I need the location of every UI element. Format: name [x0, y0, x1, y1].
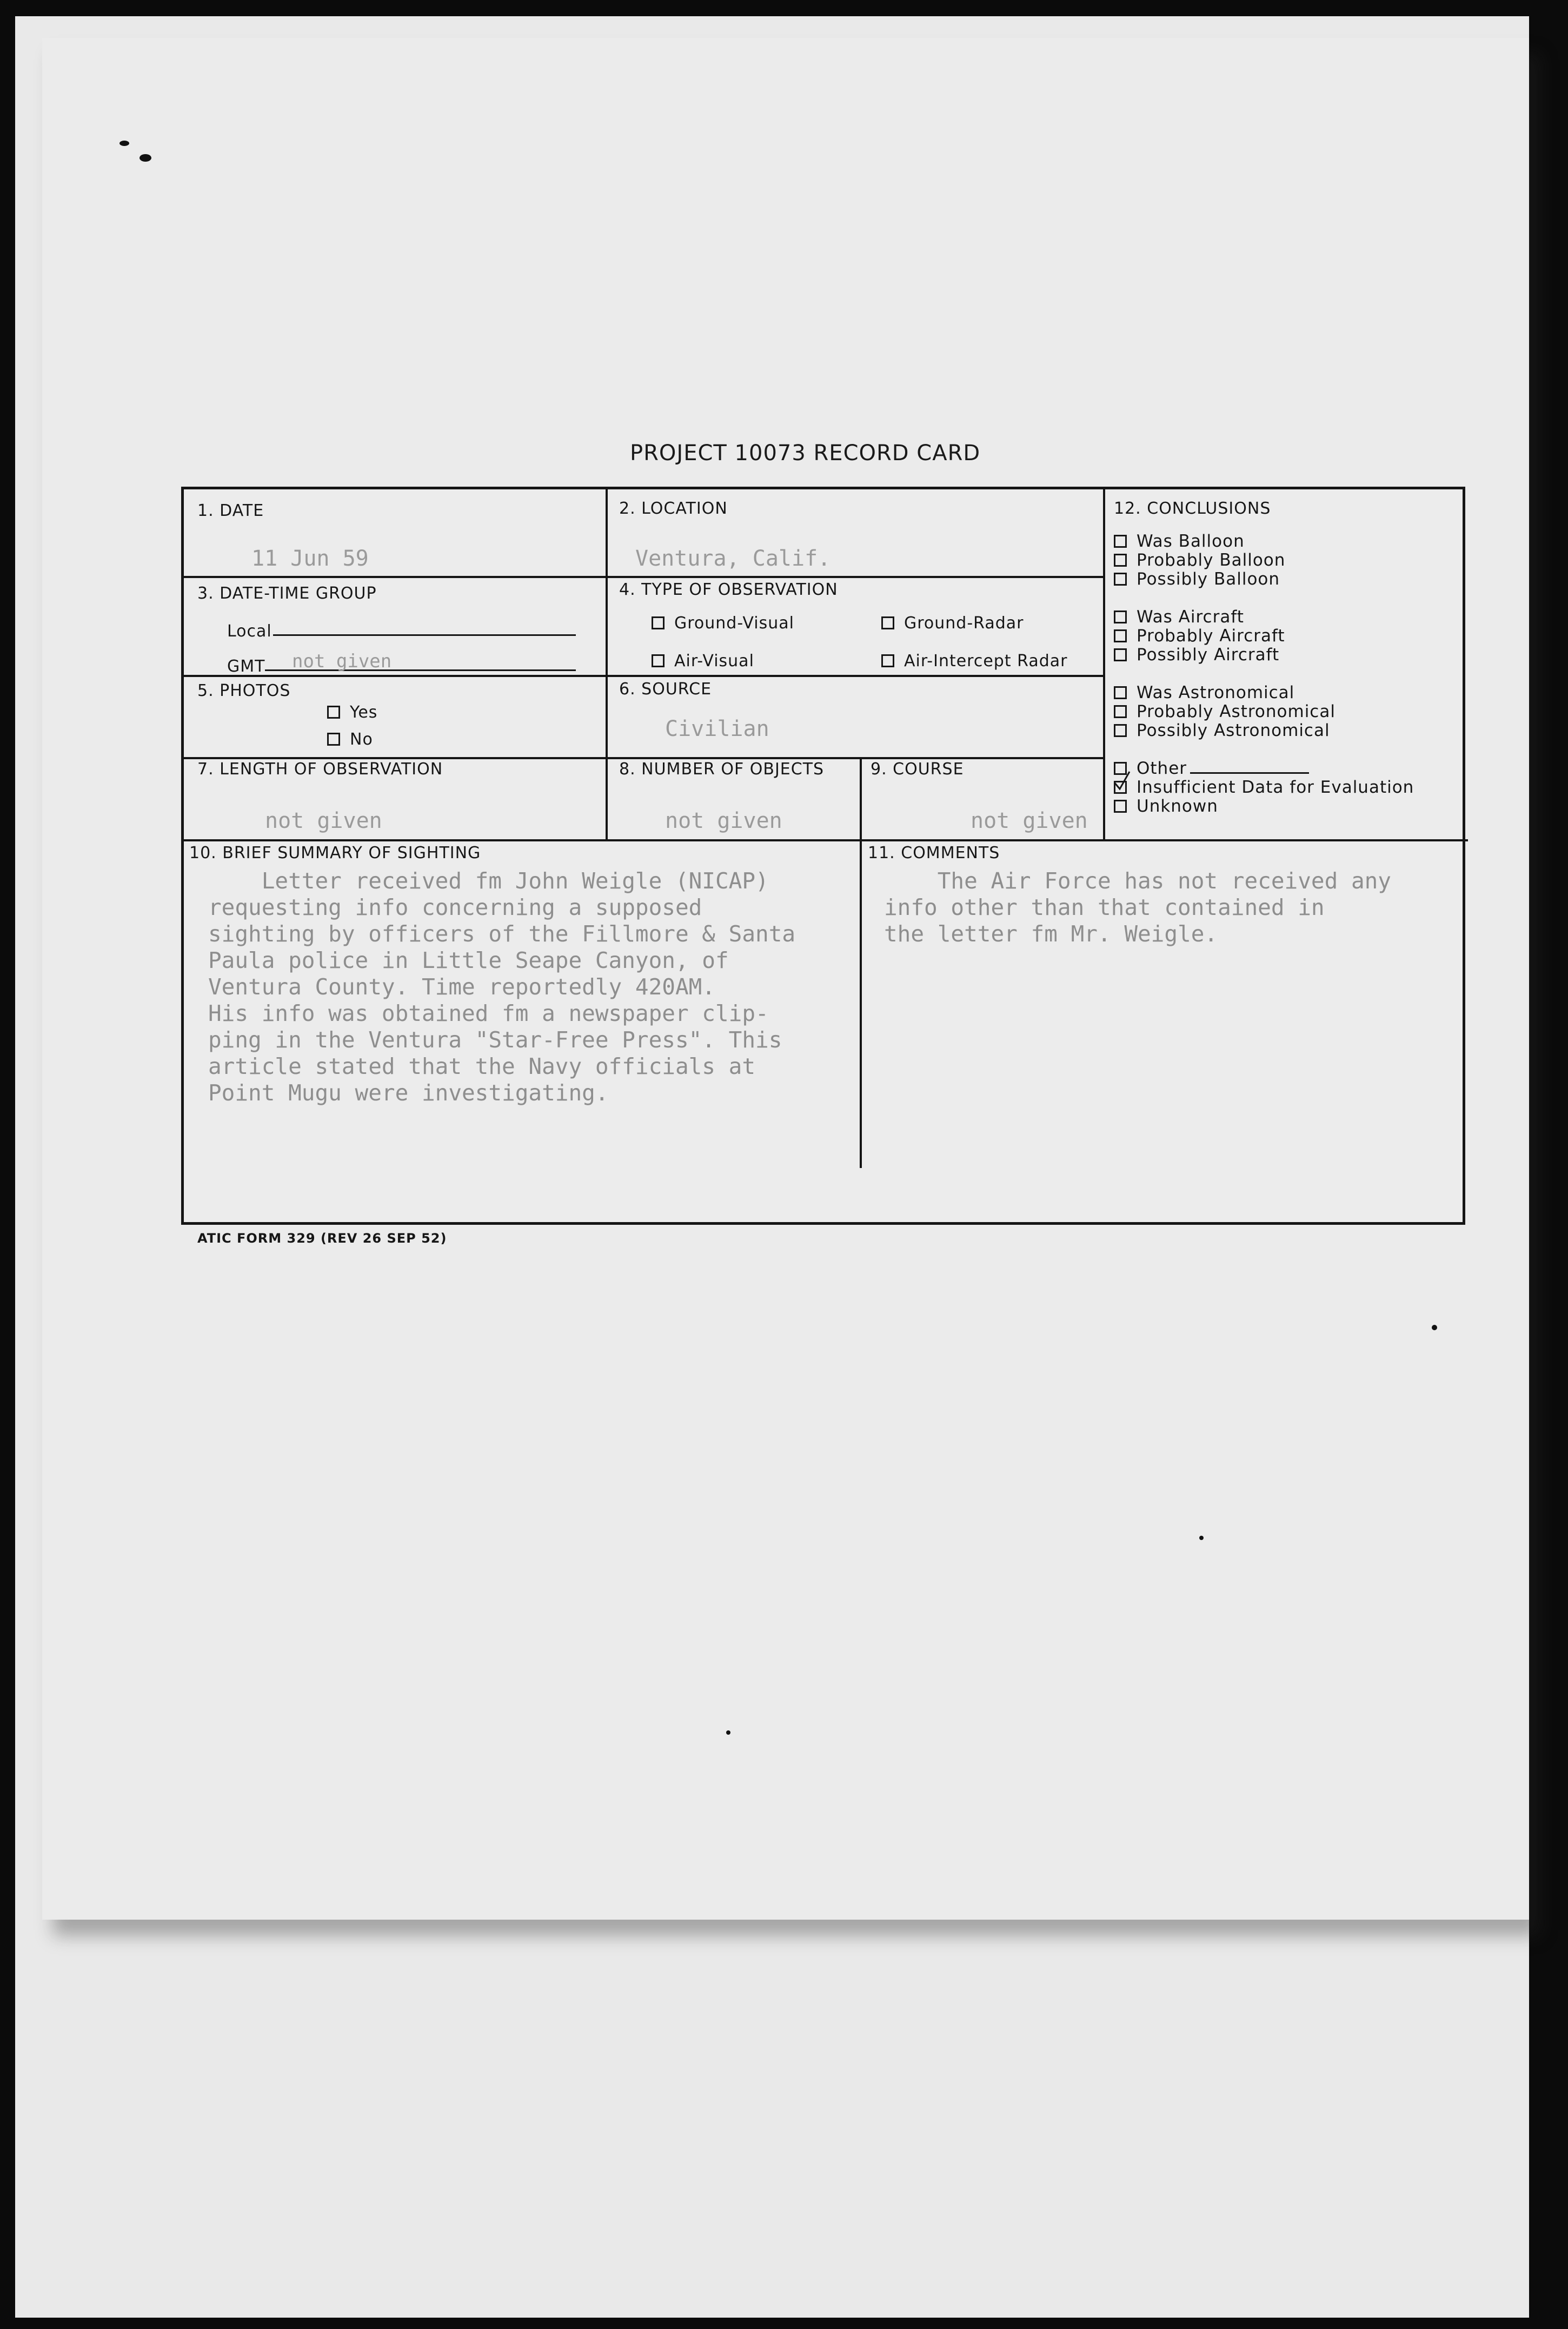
gmt-value: not given — [292, 651, 392, 672]
conclusion-text: Was Balloon — [1137, 532, 1245, 551]
photos-yes-text: Yes — [350, 703, 378, 722]
gmt-label: GMT — [227, 657, 265, 676]
checkbox-icon — [652, 616, 665, 629]
checkbox-icon — [1114, 705, 1127, 718]
divider — [184, 576, 1103, 578]
summary-line: Ventura County. Time reportedly 420AM. — [208, 974, 715, 1000]
date-value: 11 Jun 59 — [251, 546, 369, 571]
conclusion-text: Was Aircraft — [1137, 607, 1244, 627]
form-footer: ATIC FORM 329 (REV 26 SEP 52) — [197, 1231, 447, 1246]
location-label: 2. LOCATION — [619, 499, 728, 518]
comments-line: info other than that contained in — [884, 894, 1325, 920]
conclusions-label: 12. CONCLUSIONS — [1114, 499, 1271, 518]
conclusion-item — [1114, 702, 1336, 721]
source-label: 6. SOURCE — [619, 680, 712, 699]
conclusion-text: Possibly Balloon — [1137, 569, 1280, 589]
checkbox-icon — [327, 706, 340, 719]
checkbox-icon — [881, 654, 894, 667]
summary-line: article stated that the Navy officials at — [208, 1053, 756, 1079]
local-field-line — [273, 634, 576, 636]
scan-speck — [119, 141, 129, 146]
conclusion-item — [1114, 683, 1294, 702]
conclusion-text: Probably Aircraft — [1137, 626, 1285, 646]
summary-line: requesting info concerning a supposed — [208, 894, 702, 920]
air-intercept-text: Air-Intercept Radar — [904, 652, 1068, 671]
ground-radar-text: Ground-Radar — [904, 614, 1024, 633]
conclusion-item — [1114, 721, 1330, 740]
checkbox-icon — [1114, 629, 1127, 642]
checkbox-icon — [652, 654, 665, 667]
conclusion-item — [1114, 759, 1309, 778]
length-value: not given — [265, 808, 382, 833]
checkbox-icon — [1114, 611, 1127, 623]
course-label: 9. COURSE — [871, 760, 964, 779]
checkbox-icon — [1114, 554, 1127, 567]
divider — [1103, 489, 1105, 839]
conclusion-text: Was Astronomical — [1137, 683, 1295, 702]
conclusion-text: Insufficient Data for Evaluation — [1137, 778, 1414, 797]
photos-no-option — [327, 730, 373, 749]
photos-no-text: No — [350, 730, 373, 749]
date-label: 1. DATE — [197, 501, 264, 520]
course-value: not given — [971, 808, 1088, 833]
conclusion-item — [1114, 626, 1285, 646]
comments-text — [884, 868, 1391, 947]
conclusion-text: Probably Astronomical — [1137, 702, 1336, 721]
ground-radar-option — [881, 614, 1024, 633]
divider — [860, 757, 862, 1168]
photos-yes-option — [327, 703, 377, 722]
length-label: 7. LENGTH OF OBSERVATION — [197, 760, 443, 779]
summary-line: ping in the Ventura "Star-Free Press". This — [208, 1027, 782, 1053]
scan-speck — [1199, 1536, 1204, 1540]
card-title: PROJECT 10073 RECORD CARD — [630, 441, 981, 466]
scan-speck — [1432, 1325, 1437, 1330]
objects-value: not given — [665, 808, 782, 833]
checkmark-icon — [1113, 771, 1132, 792]
ground-visual-text: Ground-Visual — [674, 614, 794, 633]
divider — [184, 757, 1103, 759]
objects-label: 8. NUMBER OF OBJECTS — [619, 760, 825, 779]
summary-text — [208, 868, 795, 1106]
checkbox-icon — [881, 616, 894, 629]
conclusion-item — [1114, 532, 1245, 551]
record-card — [181, 487, 1465, 1225]
scan-speck — [139, 154, 151, 162]
dtg-label: 3. DATE-TIME GROUP — [197, 584, 377, 603]
scan-speck — [726, 1730, 730, 1735]
conclusion-item — [1114, 607, 1244, 627]
summary-line: Point Mugu were investigating. — [208, 1080, 609, 1106]
divider — [184, 675, 1103, 677]
ground-visual-option — [652, 614, 794, 633]
divider — [184, 839, 1468, 841]
comments-line: The Air Force has not received any — [884, 868, 1391, 894]
conclusion-item — [1114, 569, 1280, 589]
checkbox-icon — [1114, 535, 1127, 548]
checked-checkbox-icon — [1114, 781, 1127, 794]
photos-label: 5. PHOTOS — [197, 681, 291, 700]
location-value: Ventura, Calif. — [635, 546, 831, 571]
conclusion-text: Possibly Aircraft — [1137, 645, 1280, 665]
summary-line: Paula police in Little Seape Canyon, of — [208, 947, 729, 973]
checkbox-icon — [1114, 648, 1127, 661]
checkbox-icon — [1114, 724, 1127, 737]
divider — [606, 489, 608, 839]
checkbox-icon — [1114, 800, 1127, 813]
source-value: Civilian — [665, 716, 769, 741]
conclusion-item — [1114, 550, 1285, 570]
summary-label: 10. BRIEF SUMMARY OF SIGHTING — [189, 844, 481, 862]
air-intercept-option — [881, 652, 1067, 671]
conclusion-text: Probably Balloon — [1137, 550, 1286, 570]
conclusion-text: Other — [1137, 759, 1187, 778]
summary-line: His info was obtained fm a newspaper clip- — [208, 1000, 769, 1026]
summary-line: Letter received fm John Weigle (NICAP) — [208, 868, 769, 894]
air-visual-text: Air-Visual — [674, 652, 754, 671]
conclusion-item — [1114, 645, 1279, 665]
conclusion-text: Unknown — [1137, 797, 1218, 816]
checkbox-icon — [327, 733, 340, 746]
air-visual-option — [652, 652, 754, 671]
comments-label: 11. COMMENTS — [868, 844, 1000, 862]
conclusion-item — [1114, 797, 1218, 816]
other-field-line — [1190, 772, 1309, 774]
type-obs-label: 4. TYPE OF OBSERVATION — [619, 580, 838, 599]
checkbox-icon — [1114, 686, 1127, 699]
summary-line: sighting by officers of the Fillmore & Santa — [208, 921, 796, 947]
conclusion-text: Possibly Astronomical — [1137, 721, 1330, 740]
conclusion-item-checked — [1114, 778, 1414, 797]
checkbox-icon — [1114, 573, 1127, 586]
local-label: Local — [227, 622, 272, 641]
comments-line: the letter fm Mr. Weigle. — [884, 921, 1218, 947]
